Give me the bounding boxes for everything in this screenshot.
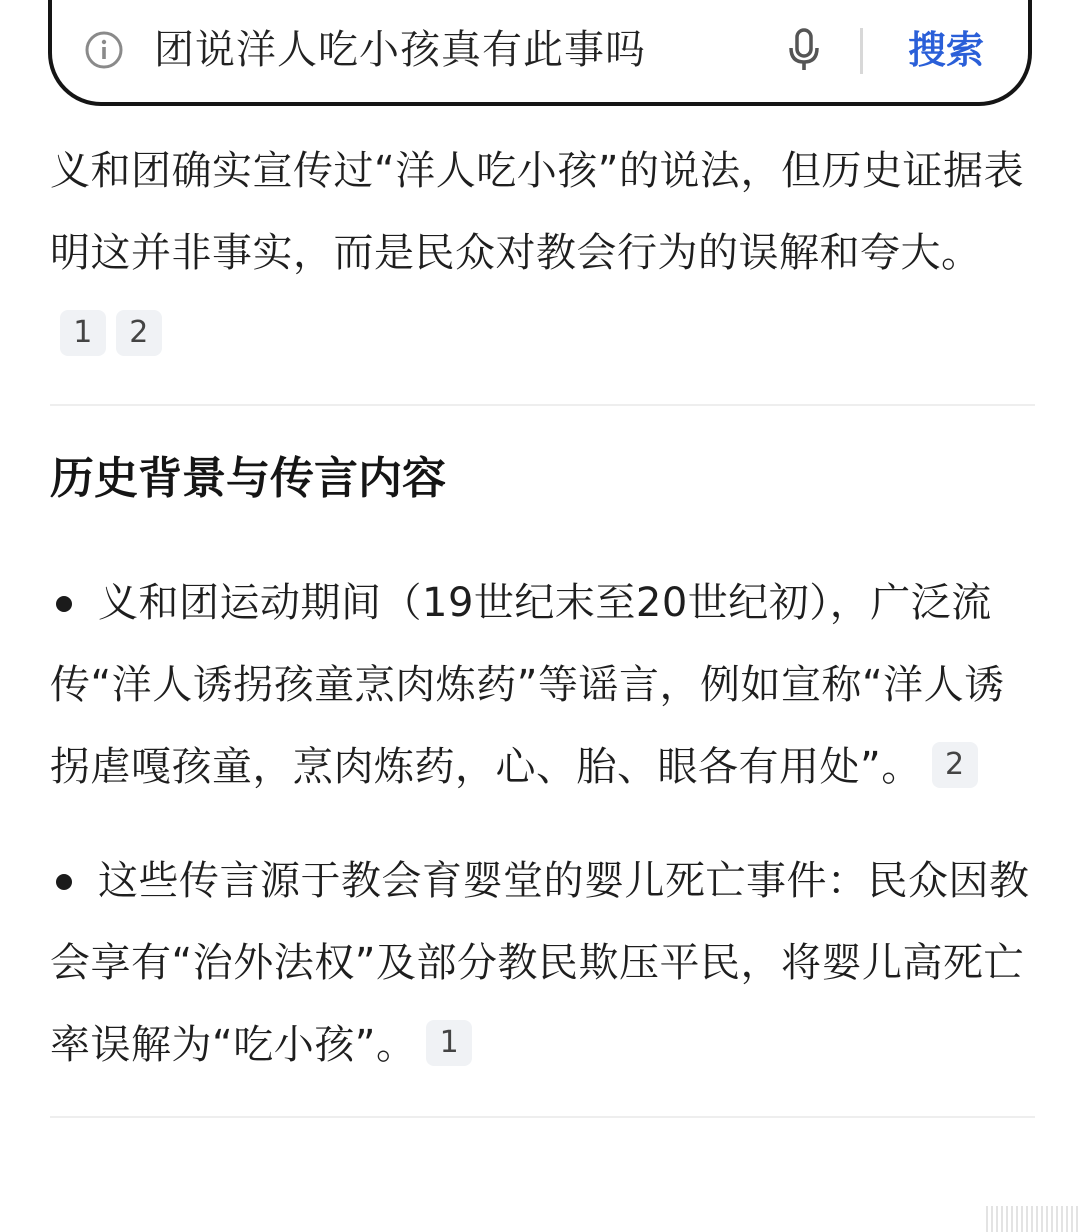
search-button[interactable]: 搜索 bbox=[908, 28, 985, 72]
answer-summary bbox=[50, 130, 1035, 376]
bullet-dot-icon bbox=[56, 596, 72, 612]
citation-badge[interactable]: 1 bbox=[60, 310, 106, 356]
section-divider bbox=[50, 1116, 1035, 1118]
bullet-dot-icon bbox=[56, 874, 72, 890]
answer-content bbox=[50, 130, 1035, 1118]
search-input[interactable]: 团说洋人吃小孩真有此事吗 bbox=[154, 27, 646, 73]
bullet-text-block bbox=[50, 840, 1035, 1086]
section-heading: 历史背景与传言内容 bbox=[50, 453, 446, 504]
bullet-text-block bbox=[50, 562, 1035, 808]
info-icon[interactable] bbox=[84, 30, 124, 70]
citation-badge[interactable]: 2 bbox=[932, 742, 978, 788]
microphone-icon[interactable] bbox=[784, 26, 824, 74]
citation-badge[interactable]: 1 bbox=[426, 1020, 472, 1066]
search-divider bbox=[860, 28, 863, 74]
bullet-text: 这些传言源于教会育婴堂的婴儿死亡事件：民众因教会享有“治外法权”及部分教民欺压平民，将婴儿高死亡率误解为“吃小孩”。 bbox=[50, 858, 1030, 1068]
bullet-text: 义和团运动期间（19世纪末至20世纪初），广泛流传“洋人诱拐孩童烹肉炼药”等谣言，例如宣称“洋人诱拐虐嘎孩童，烹肉炼药，心、胎、眼各有用处”。 bbox=[50, 580, 1005, 790]
scroll-indicator[interactable] bbox=[986, 1206, 1080, 1232]
search-bar[interactable] bbox=[48, 0, 1032, 106]
citation-badge[interactable]: 2 bbox=[116, 310, 162, 356]
bullet-item bbox=[50, 840, 1035, 1086]
bullet-item bbox=[50, 562, 1035, 808]
summary-text: 义和团确实宣传过“洋人吃小孩”的说法，但历史证据表明这并非事实，而是民众对教会行为的误解和夸大。 bbox=[50, 148, 1024, 276]
